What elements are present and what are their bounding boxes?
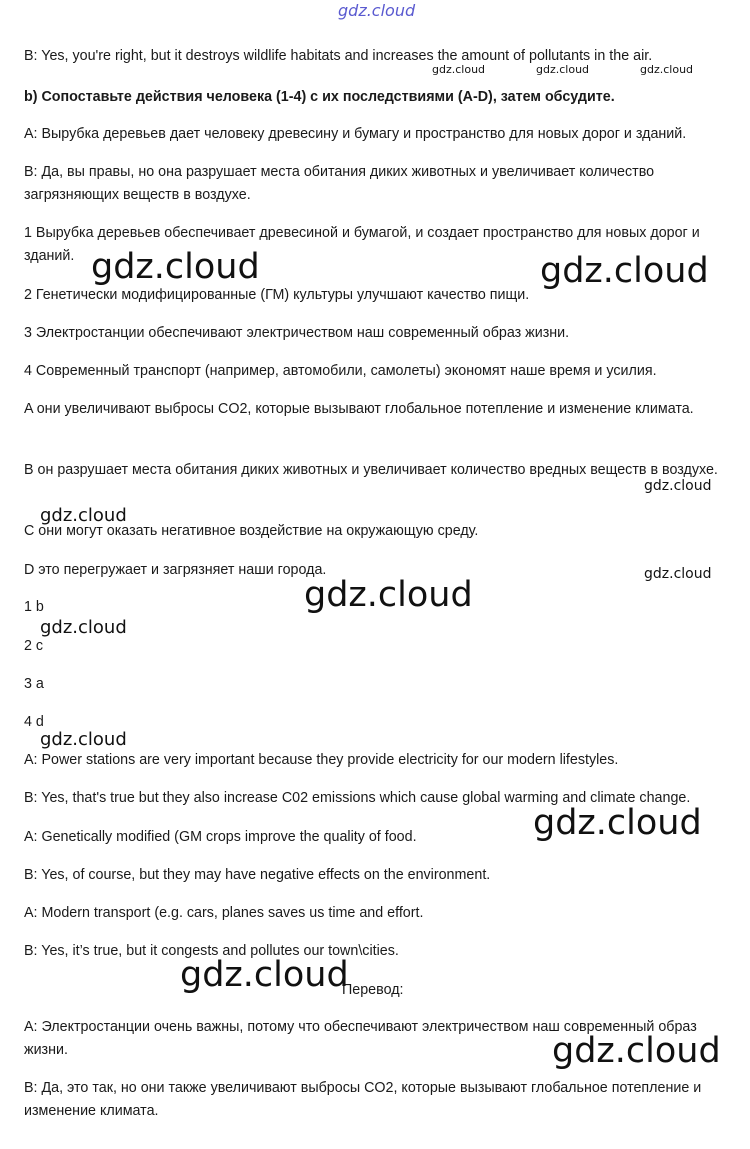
result-d: D это перегружает и загрязняет наши города. bbox=[24, 562, 327, 578]
watermark: gdz.cloud bbox=[644, 478, 712, 494]
dialogue-3: A: Genetically modified (GM crops improve the quality of food. bbox=[24, 829, 417, 845]
watermark: gdz.cloud bbox=[40, 617, 127, 638]
dialogue-line-b-en: B: Yes, you're right, but it destroys wildlife habitats and increases the amount of pollutants in the air. bbox=[24, 48, 653, 64]
answer-3: 3 a bbox=[24, 676, 44, 692]
translation-1: A: Электростанции очень важны, потому что обеспечивают электричеством наш современный образ жизни. bbox=[24, 1019, 697, 1058]
watermark: gdz.cloud bbox=[536, 63, 590, 76]
dialogue-6: B: Yes, it’s true, but it congests and pollutes our town\cities. bbox=[24, 943, 399, 959]
action-item-3: 3 Электростанции обеспечивают электричеством наш современный образ жизни. bbox=[24, 325, 570, 341]
action-item-1: 1 Вырубка деревьев обеспечивает древесиной и бумагой, и создает пространство для новых дорог и зданий. bbox=[24, 225, 700, 264]
answer-4: 4 d bbox=[24, 714, 44, 730]
answer-2: 2 c bbox=[24, 638, 44, 654]
dialogue-2: B: Yes, that's true but they also increase C02 emissions which cause global warming and climate change. bbox=[24, 790, 691, 806]
answer-1: 1 b bbox=[24, 599, 44, 615]
watermark: gdz.cloud bbox=[91, 247, 260, 287]
watermark: gdz.cloud bbox=[304, 575, 473, 615]
dialogue-5: A: Modern transport (e.g. cars, planes saves us time and effort. bbox=[24, 905, 424, 921]
watermark: gdz.cloud bbox=[180, 955, 349, 995]
watermark: gdz.cloud bbox=[40, 505, 127, 526]
watermark: gdz.cloud bbox=[40, 729, 127, 750]
example-a-ru: A: Вырубка деревьев дает человеку древесину и бумагу и пространство для новых дорог и зданий. bbox=[24, 126, 687, 142]
action-item-4: 4 Современный транспорт (например, автомобили, самолеты) экономят наше время и усилия. bbox=[24, 363, 657, 379]
task-b-heading: b) Сопоставьте действия человека (1-4) с их последствиями (A-D), затем обсудите. bbox=[24, 89, 615, 105]
watermark: gdz.cloud bbox=[533, 803, 702, 843]
dialogue-1: A: Power stations are very important because they provide electricity for our modern lifestyles. bbox=[24, 752, 619, 768]
watermark: gdz.cloud bbox=[540, 251, 709, 291]
result-b: B он разрушает места обитания диких животных и увеличивает количество вредных веществ в воздухе. bbox=[24, 462, 718, 478]
watermark: gdz.cloud bbox=[644, 566, 712, 582]
watermark: gdz.cloud bbox=[432, 63, 486, 76]
watermark-top: gdz.cloud bbox=[338, 1, 416, 20]
watermark: gdz.cloud bbox=[552, 1031, 721, 1071]
example-b-ru: B: Да, вы правы, но она разрушает места обитания диких животных и увеличивает количество загрязняющих веществ в воздухе. bbox=[24, 164, 655, 203]
result-a: A они увеличивают выбросы CO2, которые вызывают глобальное потепление и изменение климата. bbox=[24, 401, 694, 417]
action-item-2: 2 Генетически модифицированные (ГМ) культуры улучшают качество пищи. bbox=[24, 287, 530, 303]
translation-2: B: Да, это так, но они также увеличивают выбросы CO2, которые вызывают глобальное потепление и изменение климата. bbox=[24, 1080, 702, 1119]
translation-label: Перевод: bbox=[342, 982, 404, 998]
dialogue-4: B: Yes, of course, but they may have negative effects on the environment. bbox=[24, 867, 491, 883]
watermark: gdz.cloud bbox=[640, 63, 694, 76]
result-c: C они могут оказать негативное воздействие на окружающую среду. bbox=[24, 523, 479, 539]
